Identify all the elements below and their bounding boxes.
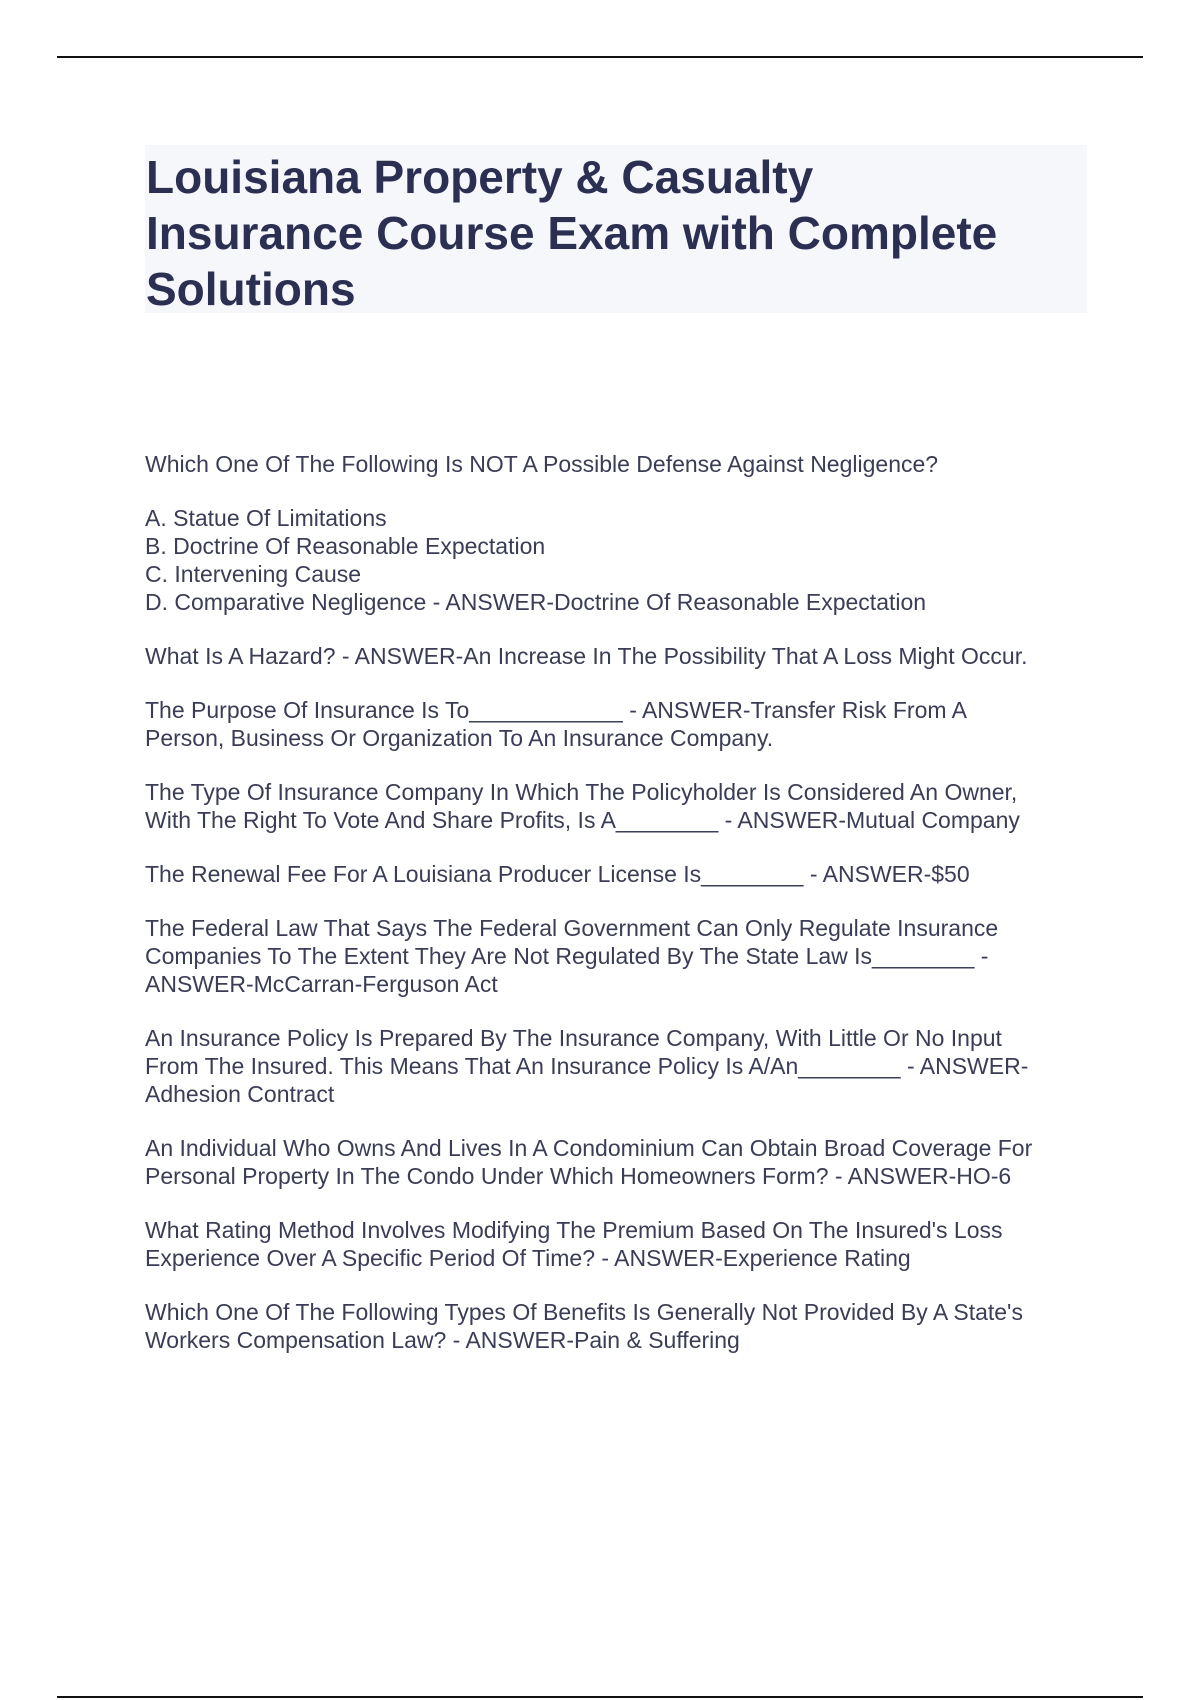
qa-item [145, 914, 1095, 998]
qa-item [145, 1134, 1095, 1190]
qa-item [145, 860, 1095, 888]
qa-item [145, 642, 1095, 670]
qa-line: Which One Of The Following Types Of Benefits Is Generally Not Provided By A State's [145, 1299, 1023, 1325]
qa-line: Personal Property In The Condo Under Which Homeowners Form? - ANSWER-HO-6 [145, 1163, 1012, 1189]
title-line: Louisiana Property & Casualty [146, 151, 814, 203]
qa-item [145, 1298, 1095, 1354]
qa-line: With The Right To Vote And Share Profits, Is A________ - ANSWER-Mutual Company [145, 807, 1020, 833]
qa-line: ANSWER-McCarran-Ferguson Act [145, 971, 498, 997]
title-block [145, 145, 1087, 313]
qa-line: Experience Over A Specific Period Of Time? - ANSWER-Experience Rating [145, 1245, 911, 1271]
qa-line: What Is A Hazard? - ANSWER-An Increase In The Possibility That A Loss Might Occur. [145, 643, 1028, 669]
qa-item [145, 1024, 1095, 1108]
qa-line: C. Intervening Cause [145, 561, 362, 587]
title-line: Solutions [146, 263, 356, 315]
qa-line: An Individual Who Owns And Lives In A Condominium Can Obtain Broad Coverage For [145, 1135, 1033, 1161]
qa-line: Person, Business Or Organization To An Insurance Company. [145, 725, 774, 751]
document-title [146, 149, 1087, 317]
qa-line: Adhesion Contract [145, 1081, 335, 1107]
qa-line: D. Comparative Negligence - ANSWER-Doctrine Of Reasonable Expectation [145, 589, 927, 615]
qa-line: From The Insured. This Means That An Insurance Policy Is A/An________ - ANSWER- [145, 1053, 1029, 1079]
qa-item [145, 696, 1095, 752]
qa-line: The Purpose Of Insurance Is To____________ - ANSWER-Transfer Risk From A [145, 697, 967, 723]
title-line: Insurance Course Exam with Complete [146, 207, 998, 259]
qa-item [145, 778, 1095, 834]
qa-item [145, 1216, 1095, 1272]
qa-list [145, 450, 1095, 1380]
qa-line: An Insurance Policy Is Prepared By The Insurance Company, With Little Or No Input [145, 1025, 1002, 1051]
top-divider [57, 56, 1143, 58]
qa-line: The Type Of Insurance Company In Which The Policyholder Is Considered An Owner, [145, 779, 1018, 805]
qa-item [145, 504, 1095, 616]
qa-line: What Rating Method Involves Modifying The Premium Based On The Insured's Loss [145, 1217, 1003, 1243]
bottom-divider [57, 1696, 1143, 1698]
qa-line: The Federal Law That Says The Federal Government Can Only Regulate Insurance [145, 915, 999, 941]
qa-item [145, 450, 1095, 478]
qa-line: The Renewal Fee For A Louisiana Producer License Is________ - ANSWER-$50 [145, 861, 970, 887]
qa-line: A. Statue Of Limitations [145, 505, 387, 531]
qa-line: B. Doctrine Of Reasonable Expectation [145, 533, 546, 559]
qa-line: Which One Of The Following Is NOT A Possible Defense Against Negligence? [145, 451, 939, 477]
qa-line: Companies To The Extent They Are Not Regulated By The State Law Is________ - [145, 943, 989, 969]
qa-line: Workers Compensation Law? - ANSWER-Pain & Suffering [145, 1327, 740, 1353]
